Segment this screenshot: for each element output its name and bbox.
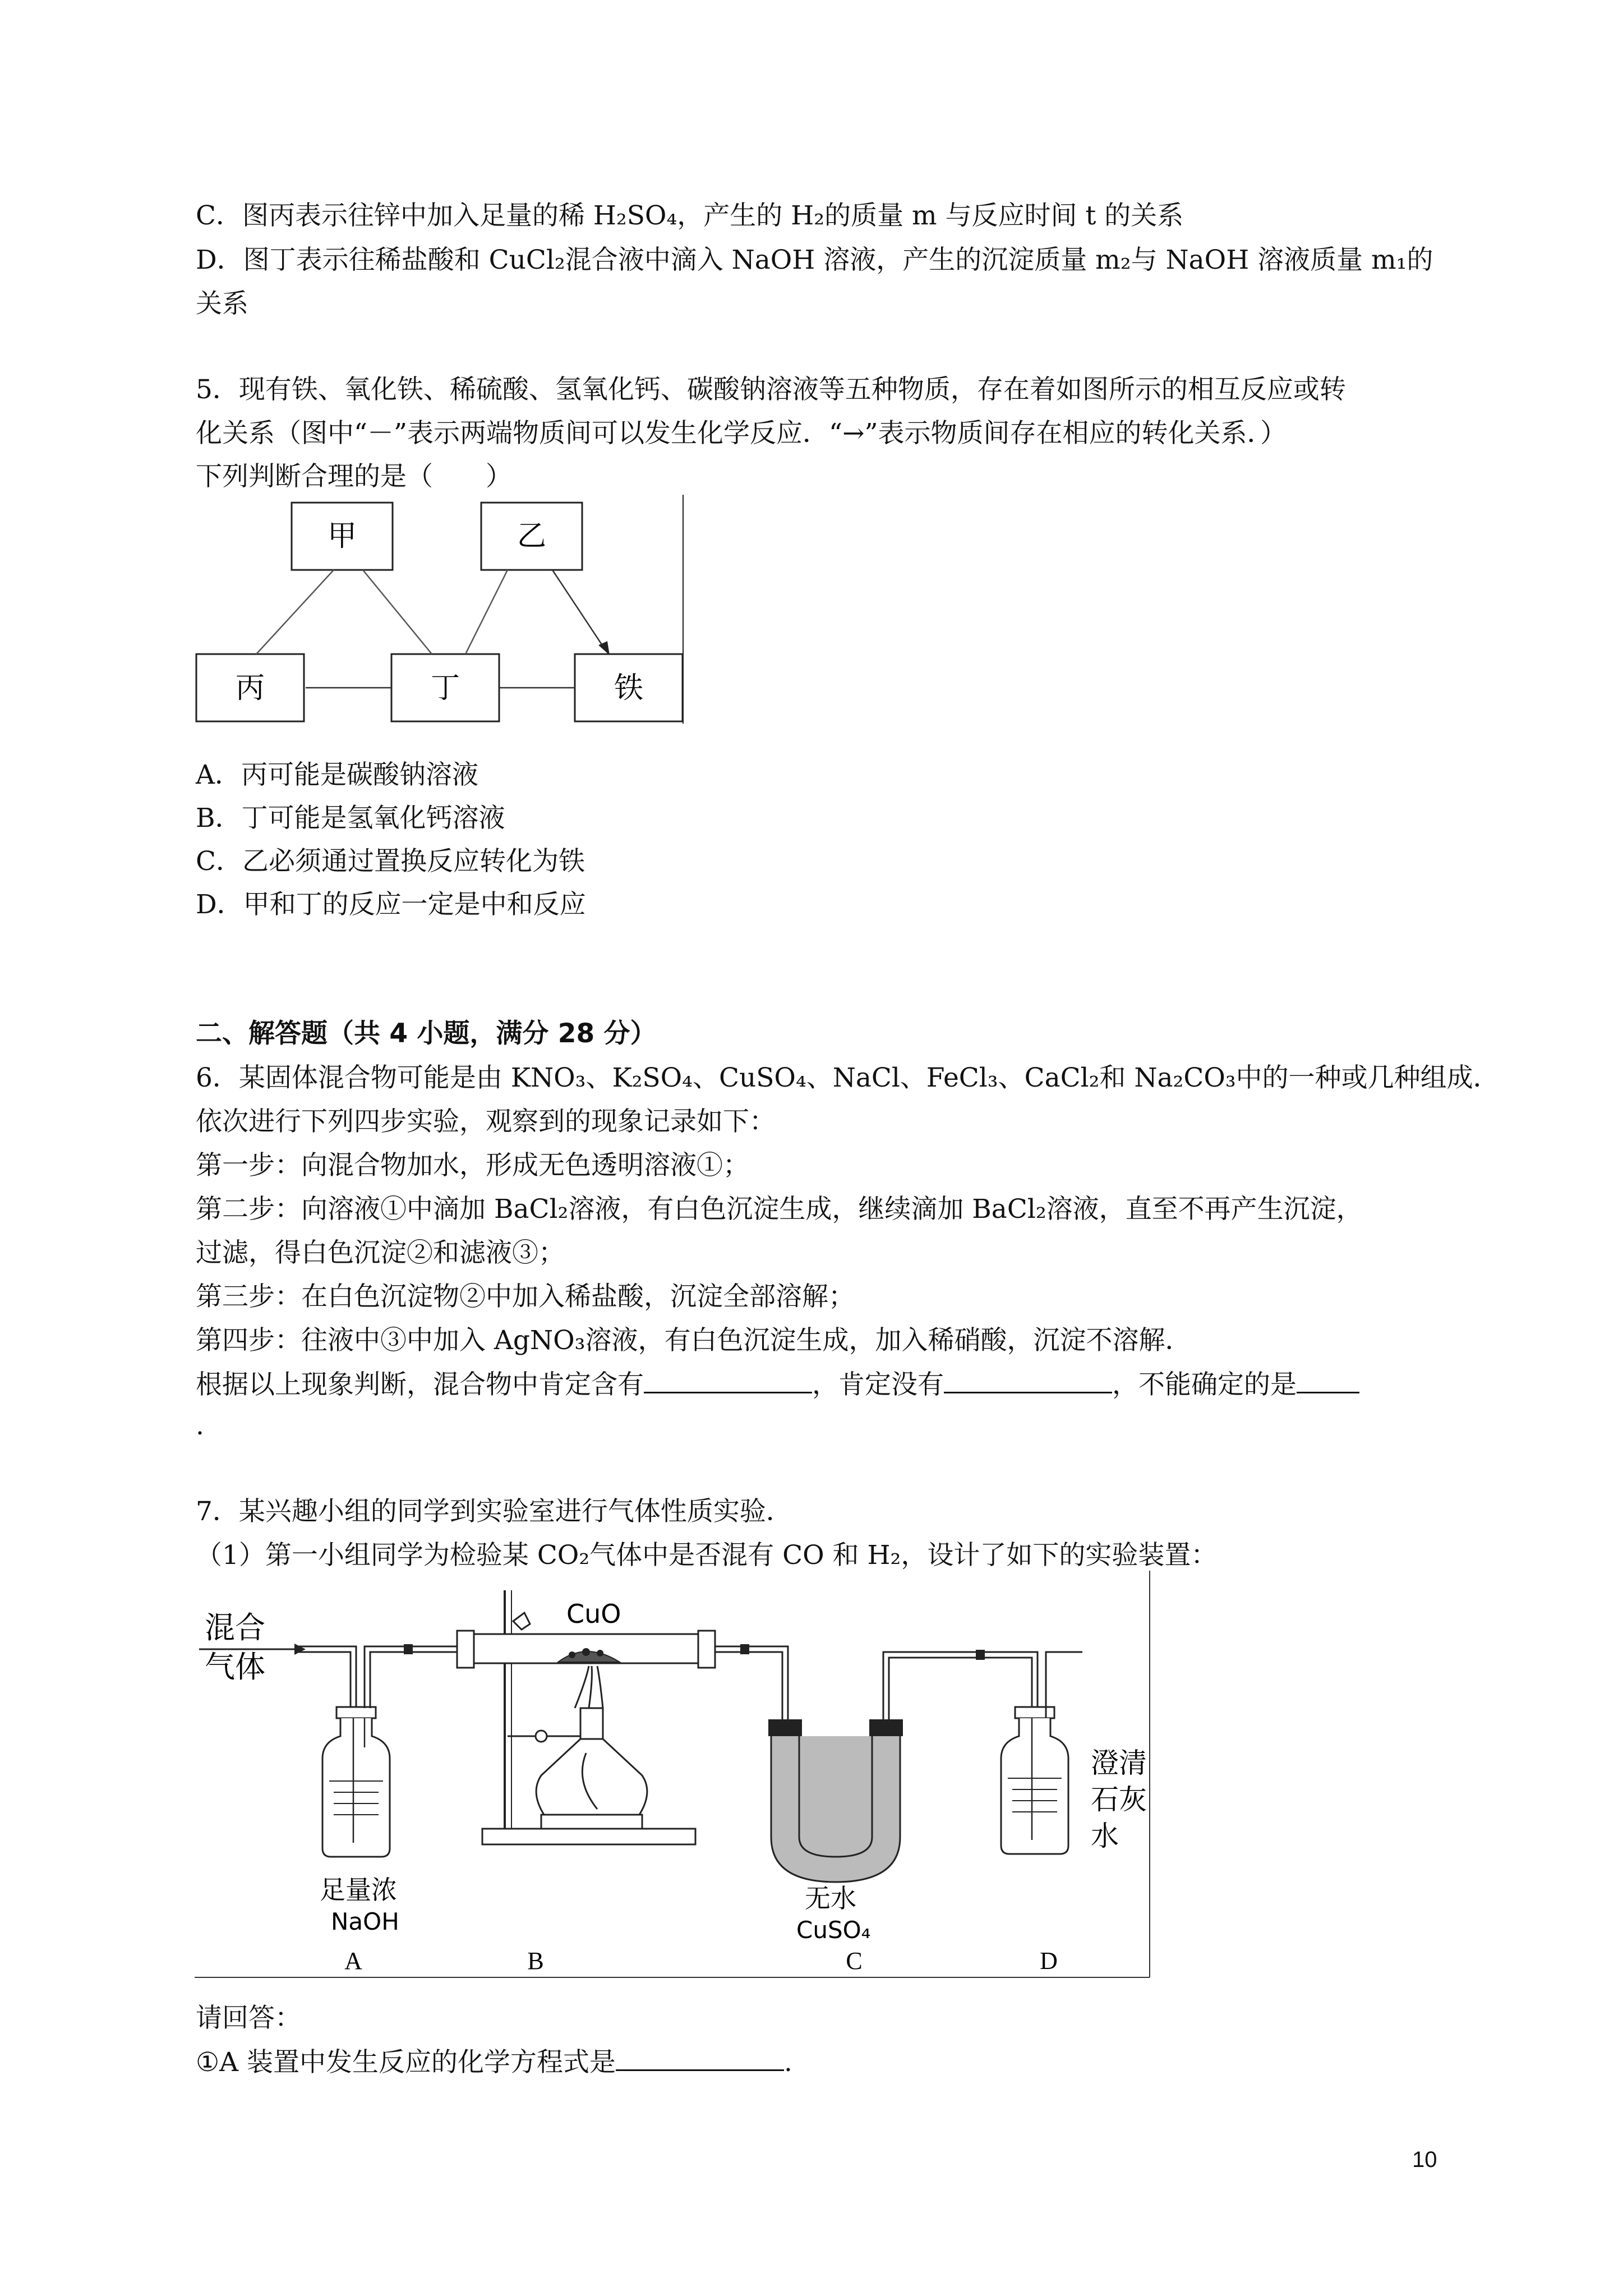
- q4-option-d-line1: D．图丁表示往稀盐酸和 CuCl₂混合液中滴入 NaOH 溶液，产生的沉淀质量 m₂与 NaOH 溶液质量 m₁的: [196, 245, 1433, 275]
- q7-sub1: [196, 2045, 792, 2079]
- bottle-d-icon: [1001, 1652, 1082, 1854]
- q5-stem-line3: 下列判断合理的是（ ）: [196, 461, 512, 492]
- label-yi: 乙: [517, 519, 547, 553]
- d-label-2: 石灰: [1091, 1783, 1147, 1816]
- q6-blank-absent[interactable]: [944, 1367, 1112, 1393]
- q6-step2-line1: 第二步：向溶液①中滴加 BaCl₂溶液，有白色沉淀生成，继续滴加 BaCl₂溶液，直至不再产生沉淀，: [196, 1194, 1363, 1225]
- u-tube-icon: [768, 1719, 903, 1882]
- q6-blank-contains[interactable]: [644, 1367, 812, 1393]
- alcohol-lamp-icon: [536, 1666, 647, 1829]
- q7-sub1-blank[interactable]: [616, 2045, 784, 2071]
- q6-prompt-contains: 根据以上现象判断，混合物中肯定含有: [196, 1369, 644, 1400]
- q6-step3: 第三步：在白色沉淀物②中加入稀盐酸，沉淀全部溶解；: [196, 1281, 855, 1312]
- letter-c: C: [846, 1947, 863, 1975]
- gas-inlet-label-2: 气体: [205, 1649, 265, 1685]
- label-ding: 丁: [430, 671, 460, 705]
- q6-blank-uncertain[interactable]: [1297, 1367, 1359, 1393]
- a-label-2: NaOH: [331, 1908, 399, 1935]
- q5-stem-line2: 化关系（图中“－”表示两端物质间可以发生化学反应．“→”表示物质间存在相应的转化关系．）: [196, 418, 1287, 449]
- q6-step2-line2: 过滤，得白色沉淀②和滤液③；: [196, 1237, 565, 1268]
- d-label-1: 澄清: [1091, 1747, 1147, 1779]
- q7-ask: 请回答：: [196, 2003, 301, 2033]
- q4-option-c: C．图丙表示往锌中加入足量的稀 H₂SO₄，产生的 H₂的质量 m 与反应时间 t 的关系: [196, 200, 1184, 231]
- q6-line2: 依次进行下列四步实验，观察到的现象记录如下：: [196, 1106, 776, 1137]
- section-heading: 二、解答题（共 4 小题，满分 28 分）: [196, 1018, 657, 1049]
- q5-relation-diagram: [193, 493, 687, 728]
- c-label-2: CuSO₄: [796, 1916, 871, 1944]
- q6-period: .: [196, 1410, 204, 1441]
- q6-prompt-uncertain: ，不能确定的是: [1112, 1369, 1297, 1400]
- q6-step4: 第四步：往液中③中加入 AgNO₃溶液，有白色沉淀生成，加入稀硝酸，沉淀不溶解．: [196, 1325, 1192, 1356]
- page-number: 10: [1412, 2147, 1437, 2172]
- q7-sub1-period: .: [784, 2047, 792, 2078]
- q6-prompt-absent: ，肯定没有: [812, 1369, 944, 1400]
- label-jia: 甲: [327, 519, 357, 553]
- q6-answer-line: [196, 1367, 1359, 1402]
- q4-option-d-line2: 关系: [196, 288, 248, 319]
- gas-inlet-label-1: 混合: [205, 1610, 265, 1645]
- q6-line1: 6．某固体混合物可能是由 KNO₃、K₂SO₄、CuSO₄、NaCl、FeCl₃、CaCl₂和 Na₂CO₃中的一种或几种组成．: [196, 1062, 1500, 1093]
- c-label-1: 无水: [805, 1883, 856, 1913]
- q5-stem-line1: 5．现有铁、氧化铁、稀硫酸、氢氧化钙、碳酸钠溶液等五种物质，存在着如图所示的相互反应或转: [196, 374, 1346, 405]
- letter-b: B: [527, 1947, 544, 1975]
- q6-step1: 第一步：向混合物加水，形成无色透明溶液①；: [196, 1150, 749, 1181]
- combustion-tube-icon: [457, 1631, 715, 1668]
- q5-option-c: C．乙必须通过置换反应转化为铁: [196, 846, 585, 877]
- q7-apparatus-diagram: [193, 1568, 1158, 1983]
- letter-d: D: [1040, 1947, 1058, 1975]
- d-label-3: 水: [1091, 1820, 1119, 1852]
- q7-line1: 7．某兴趣小组的同学到实验室进行气体性质实验．: [196, 1496, 792, 1527]
- label-bing: 丙: [235, 671, 265, 705]
- letter-a: A: [344, 1947, 362, 1975]
- a-label-1: 足量浓: [320, 1875, 397, 1905]
- q5-option-a: A．丙可能是碳酸钠溶液: [196, 760, 478, 790]
- cuo-label: CuO: [566, 1599, 621, 1629]
- q7-line2: （1）第一小组同学为检验某 CO₂气体中是否混有 CO 和 H₂，设计了如下的实验装置：: [196, 1540, 1218, 1571]
- label-tie: 铁: [614, 671, 644, 705]
- bottle-a-icon: [322, 1707, 390, 1857]
- q5-option-d: D．甲和丁的反应一定是中和反应: [196, 889, 586, 920]
- q5-option-b: B．丁可能是氢氧化钙溶液: [196, 803, 505, 834]
- q7-sub1-prompt: ①A 装置中发生反应的化学方程式是: [196, 2047, 616, 2078]
